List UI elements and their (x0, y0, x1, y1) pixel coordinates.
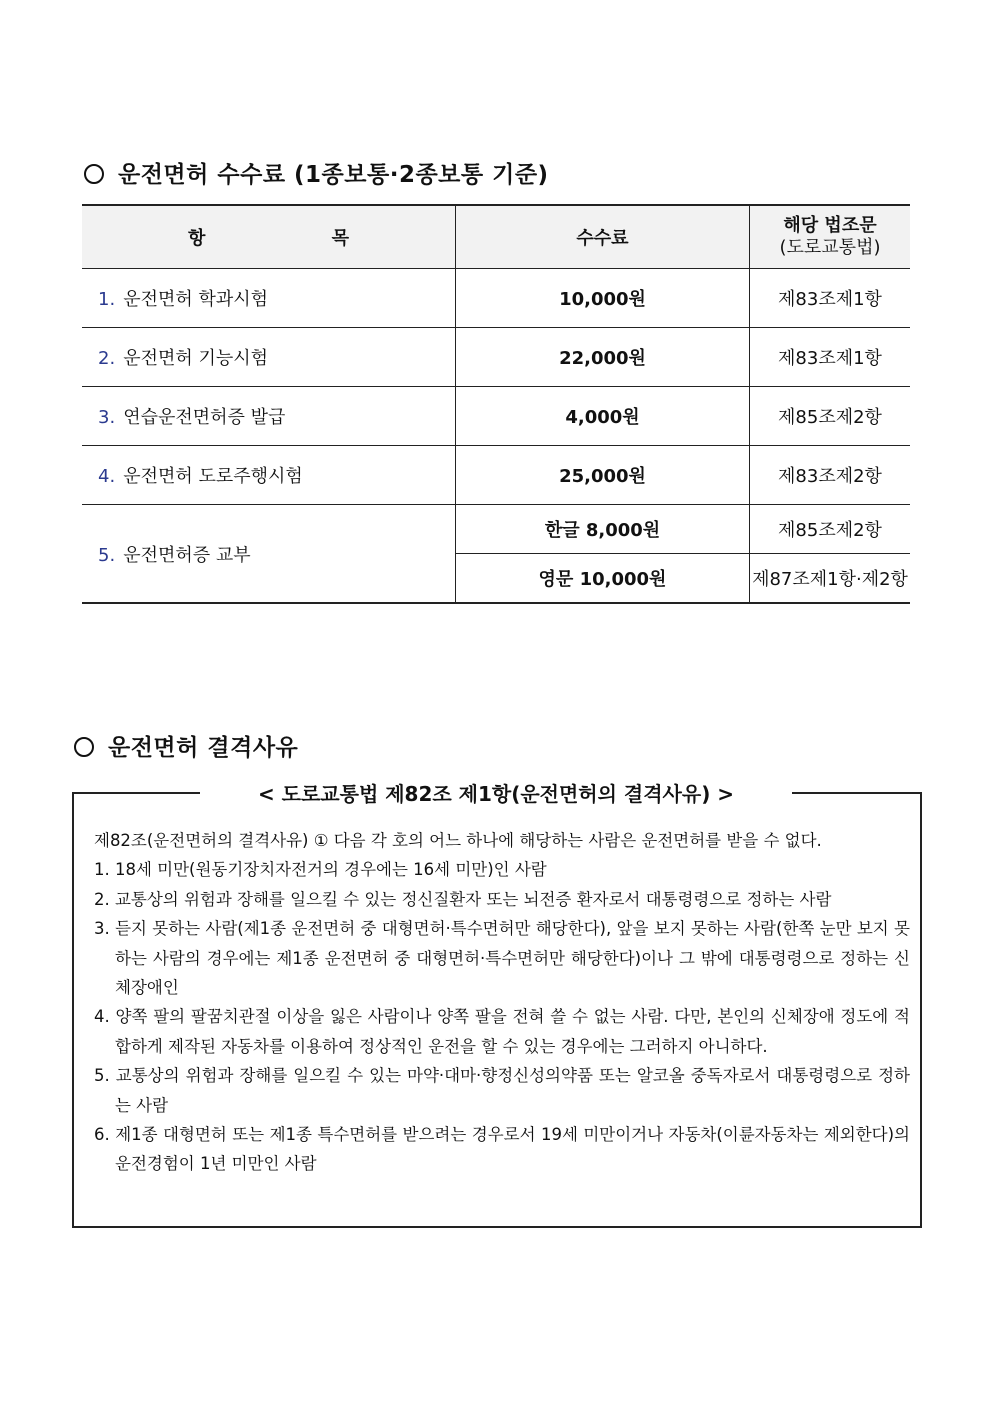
row-fee: 한글 8,000원 (456, 505, 750, 554)
fee-section-title-text: 운전면허 수수료 (1종보통·2종보통 기준) (118, 162, 549, 188)
list-item: 6. 제1종 대형면허 또는 제1종 특수면허를 받으려는 경우로서 19세 미만이거나 자동차(이륜자동차는 제외한다)의 운전경험이 1년 미만인 사람 (94, 1125, 910, 1174)
disqual-section-title-text: 운전면허 결격사유 (108, 735, 299, 761)
fee-section-title (84, 156, 549, 189)
fee-table-header-row (82, 205, 910, 269)
fee-table (82, 204, 910, 604)
table-row (82, 446, 910, 505)
list-item: 5. 교통상의 위험과 장해를 일으킬 수 있는 마약·대마·향정신성의약품 또는 알코올 중독자로서 대통령령으로 정하는 사람 (94, 1066, 910, 1115)
row-item: 3. 연습운전면허증 발급 (82, 387, 456, 446)
table-row (82, 387, 910, 446)
list-item: 3. 듣지 못하는 사람(제1종 운전면허 중 대형면허·특수면허만 해당한다), 앞을 보지 못하는 사람(한쪽 눈만 보지 못하는 사람의 경우에는 제1종 운전면허 중 대형면허·특수면허만 해당한다)이나 그 밖에 대통령령으로 정하는 신체장애인 (94, 919, 910, 998)
row-fee: 22,000원 (456, 328, 750, 387)
list-item: 1. 18세 미만(원동기장치자전거의 경우에는 16세 미만)인 사람 (94, 860, 547, 880)
list-item: 2. 교통상의 위험과 장해를 일으킬 수 있는 정신질환자 또는 뇌전증 환자로서 대통령령으로 정하는 사람 (94, 889, 832, 909)
law-box-title: < 도로교통법 제82조 제1항(운전면허의 결격사유) > (200, 780, 792, 808)
header-law-subtitle: (도로교통법) (779, 237, 881, 258)
table-row (82, 328, 910, 387)
law-intro: 제82조(운전면허의 결격사유) ① 다음 각 호의 어느 하나에 해당하는 사람은 운전면허를 받을 수 없다. (94, 831, 822, 850)
circle-bullet-icon (74, 737, 94, 757)
circle-bullet-icon (84, 164, 104, 184)
header-law-title: 해당 법조문 (783, 215, 877, 236)
row-fee: 25,000원 (456, 446, 750, 505)
row-item: 1. 운전면허 학과시험 (82, 269, 456, 328)
table-row (82, 269, 910, 328)
row-law: 제85조제2항 (750, 505, 911, 554)
header-item: 항 목 (82, 205, 456, 269)
list-item: 4. 양쪽 팔의 팔꿈치관절 이상을 잃은 사람이나 양쪽 팔을 전혀 쓸 수 없는 사람. 다만, 본인의 신체장애 정도에 적합하게 제작된 자동차를 이용하여 정상적인 운전을 할 수 있는 경우에는 그러하지 아니하다. (94, 1007, 910, 1056)
row-item: 4. 운전면허 도로주행시험 (82, 446, 456, 505)
row-law: 제87조제1항·제2항 (750, 554, 911, 604)
row-item: 5. 운전면허증 교부 (82, 505, 456, 604)
row-item: 2. 운전면허 기능시험 (82, 328, 456, 387)
disqual-section-title (74, 729, 298, 762)
row-law: 제83조제2항 (750, 446, 911, 505)
row-fee: 영문 10,000원 (456, 554, 750, 604)
row-fee: 10,000원 (456, 269, 750, 328)
header-law (750, 205, 911, 269)
row-law: 제83조제1항 (750, 328, 911, 387)
row-fee: 4,000원 (456, 387, 750, 446)
row-law: 제83조제1항 (750, 269, 911, 328)
table-row (82, 505, 910, 554)
law-text-body (94, 826, 910, 1179)
header-fee: 수수료 (456, 205, 750, 269)
row-law: 제85조제2항 (750, 387, 911, 446)
